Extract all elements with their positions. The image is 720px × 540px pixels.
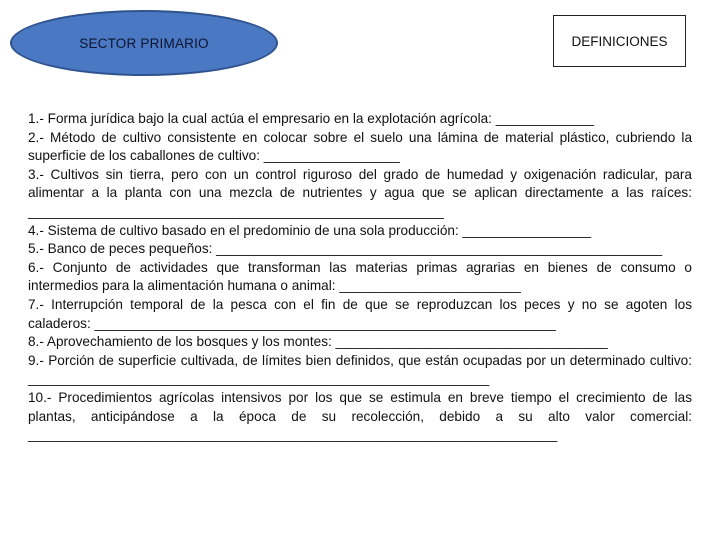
definiciones-box: [553, 15, 686, 67]
definition-item-5: 5.- Banco de peces pequeños: ___________________________________________________________: [28, 241, 663, 257]
definitions-list: [28, 110, 692, 445]
definition-item-2: 2.- Método de cultivo consistente en colocar sobre el suelo una lámina de material plástico, cubriendo la superficie de los caballones de cultivo: __________________: [28, 129, 692, 164]
definition-item-1: 1.- Forma jurídica bajo la cual actúa el empresario en la explotación agrícola: _____________: [28, 111, 594, 126]
definition-item-9: 9.- Porción de superficie cultivada, de límites bien definidos, que están ocupadas por un determinado cultivo: _____________________________________________________________: [28, 352, 692, 387]
sector-primario-ellipse: [10, 10, 278, 76]
definition-item-8: 8.- Aprovechamiento de los bosques y los montes: ____________________________________: [28, 334, 608, 350]
definition-item-6: 6.- Conjunto de actividades que transforman las materias primas agrarias en bienes de consumo o intermedios para la alimentación humana o animal: ________________________: [28, 259, 692, 294]
definition-item-7: 7.- Interrupción temporal de la pesca con el fin de que se reproduzcan los peces y no se agoten los caladeros: _____________________________________________________________: [28, 296, 692, 331]
definiciones-label: DEFINICIONES: [571, 33, 668, 49]
definition-item-4: 4.- Sistema de cultivo basado en el predominio de una sola producción: _________________: [28, 222, 592, 238]
sector-primario-label: SECTOR PRIMARIO: [79, 35, 209, 51]
definition-item-3: 3.- Cultivos sin tierra, pero con un control riguroso del grado de humedad y oxigenación radicular, para alimentar a la planta con una mezcla de nutrientes y agua que se aplican directamente a las raíces: _______________________________________________________: [28, 166, 692, 219]
definition-item-10: 10.- Procedimientos agrícolas intensivos por los que se estimula en breve tiempo el crecimiento de las plantas, anticipándose a la época de su recolección, debido a su alto valor comercial: ______________________________________________________________________: [28, 389, 692, 443]
